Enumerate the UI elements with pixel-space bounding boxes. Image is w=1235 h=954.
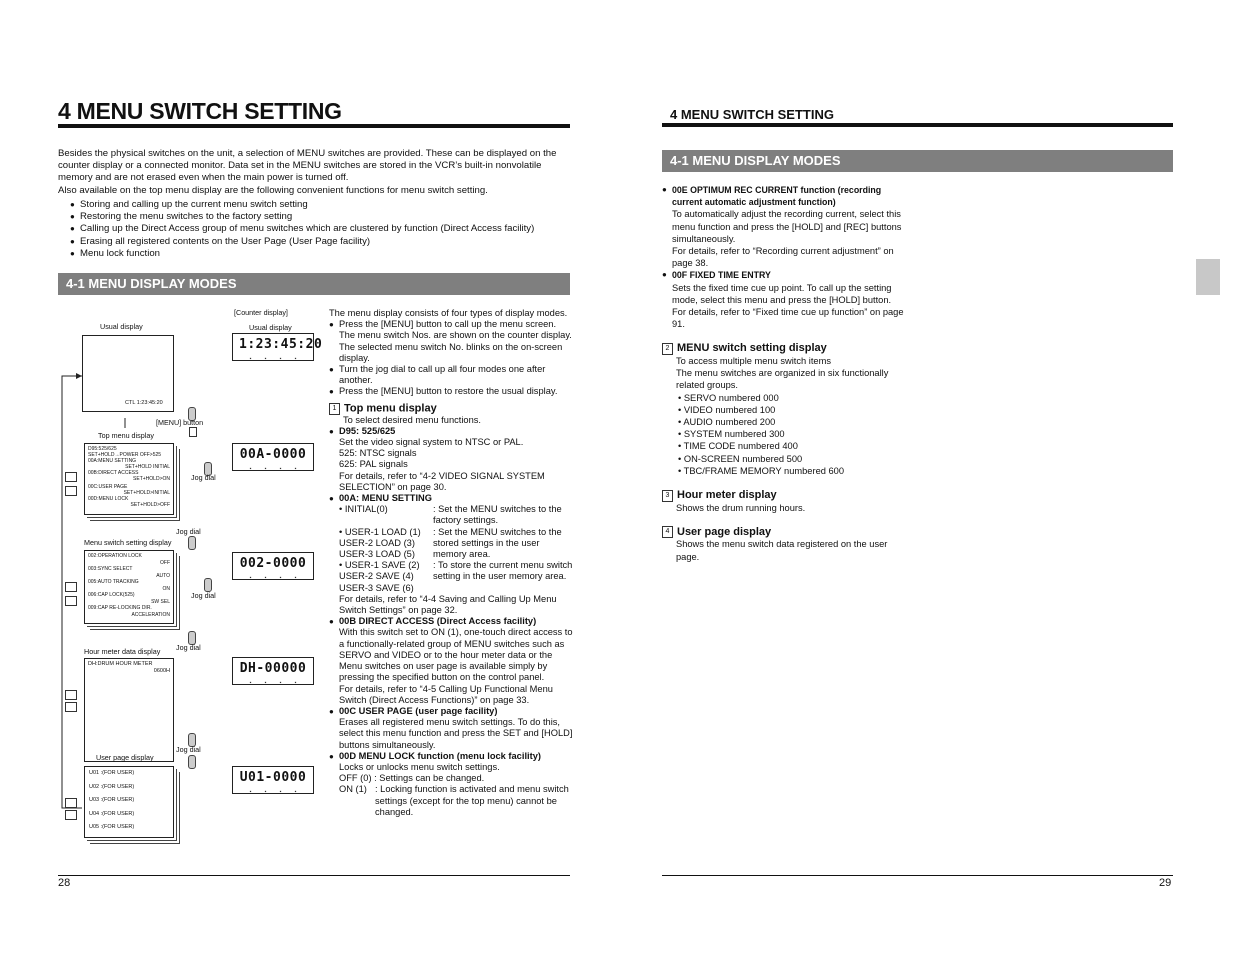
usual-display-label-2: Usual display — [249, 323, 292, 332]
item-text: To access multiple menu switch items — [676, 355, 832, 366]
menu-line: SET+HOLD>INITIAL — [123, 490, 170, 496]
section-bar-left: 4-1 MENU DISPLAY MODES — [58, 273, 570, 295]
menu-line: OFF — [160, 559, 170, 566]
item-line: 525: NTSC signals — [339, 448, 417, 459]
jog-dial-icon — [204, 578, 212, 592]
top-menu-desc: To select desired menu functions. — [343, 414, 481, 425]
menu-line: 003:SYNC SELECT — [88, 566, 133, 572]
menu-line: 009:CAP RE-LOCKING DIR. — [88, 605, 152, 611]
lcd-value: DH-00000 — [239, 661, 307, 676]
item-title: 00B DIRECT ACCESS (Direct Access facility) — [339, 616, 537, 627]
list-item: • TIME CODE numbered 400 — [678, 441, 798, 452]
heading-text: Top menu display — [344, 402, 437, 415]
lcd-value: 002-0000 — [239, 556, 307, 571]
ctl-readout: CTL 1:23:45:20 — [125, 400, 163, 406]
heading-text: MENU switch setting display — [677, 342, 827, 355]
item-title: 00D MENU LOCK function (menu lock facility) — [339, 750, 541, 761]
running-header: 4 MENU SWITCH SETTING — [670, 107, 834, 122]
menu-icon — [65, 472, 77, 482]
item-title: 00F FIXED TIME ENTRY — [672, 270, 771, 281]
item-text: With this switch set to ON (1), one-touch direct access to a functionally-related group of MENU switches such as SERVO and VIDEO or to the hour meter data or the Menu switches on user page is available simply by pressing the specified button on the control panel. — [339, 627, 573, 683]
menu-line: SET+HOLD→POWER OFF>525 — [88, 452, 162, 458]
footer-rule-left — [58, 875, 570, 876]
lcd-menu-switch: 002-0000 ▪ ▪ ▪ ▪ — [232, 552, 314, 580]
hour-meter-screen — [84, 658, 174, 762]
footer-rule-right — [662, 875, 1173, 876]
top-menu-heading — [329, 403, 573, 415]
jog-dial-label: Jog dial — [191, 473, 216, 482]
item-text: Locks or unlocks menu switch settings. — [339, 761, 500, 772]
top-menu-label: Top menu display — [98, 431, 154, 440]
user-page-desc: Shows the menu switch data registered on the user page. — [676, 539, 888, 562]
list-item: ● Turn the jog dial to call up all four modes one after another. — [329, 364, 573, 386]
item-text: To automatically adjust the recording current, select this menu function and press the [HOLD] and [REC] buttons simultaneously. — [672, 209, 902, 244]
list-item: • ON-SCREEN numbered 500 — [678, 453, 803, 464]
menu-line: SW SEL — [151, 598, 170, 605]
middle-bullets — [329, 319, 573, 397]
menu-line: ACCELERATION — [131, 611, 170, 618]
list-item — [329, 616, 573, 706]
menu-icon — [65, 798, 77, 808]
list-item — [329, 706, 573, 751]
list-item: ● Press the [MENU] button to restore the usual display. — [329, 386, 573, 397]
list-item: • SYSTEM numbered 300 — [678, 429, 785, 440]
list-item: ● Menu lock function — [70, 248, 570, 260]
setting-row: • USER-1 SAVE (2) USER-2 SAVE (4) USER-3 SAVE (6) : To store the current menu switch setting in the user memory area. — [339, 560, 573, 593]
menu-switch-screen — [84, 550, 174, 624]
menu-line: SET+HOLD INITIAL — [125, 464, 170, 470]
jog-dial-label: Jog dial — [176, 527, 201, 536]
display-icon — [65, 702, 77, 712]
menu-line: U01 :(FOR USER) — [89, 770, 135, 776]
right-text-column — [662, 184, 906, 563]
menu-line: AUTO — [156, 572, 170, 579]
middle-intro: The menu display consists of four types of display modes. — [329, 308, 568, 318]
list-item: • VIDEO numbered 100 — [678, 404, 776, 415]
list-item — [662, 269, 906, 330]
list-item: ● Press the [MENU] button to call up the menu screen. The menu switch Nos. are shown on the counter display. The selected menu switch No. blinks on the on-screen display. — [329, 319, 573, 364]
menu-line: U05 :(FOR USER) — [89, 824, 135, 830]
user-page-heading — [662, 526, 906, 539]
lcd-hour-meter: DH-00000 ▪ ▪ ▪ ▪ — [232, 657, 314, 685]
lcd-user-page: U01-0000 ▪ ▪ ▪ ▪ — [232, 766, 314, 794]
hour-meter-heading — [662, 489, 906, 502]
menu-switch-heading — [662, 342, 906, 355]
list-item — [329, 751, 573, 818]
menu-switch-label: Menu switch setting display — [84, 538, 172, 547]
heading-text: Hour meter display — [677, 489, 777, 502]
lcd-value: 00A-0000 — [239, 447, 307, 462]
header-rule — [662, 123, 1173, 127]
item-ref: For details, refer to “Recording current adjustment” on page 38. — [672, 246, 894, 269]
jog-dial-icon — [188, 536, 196, 550]
menu-icon — [65, 582, 77, 592]
jog-dial-icon — [188, 755, 196, 769]
item-ref: For details, refer to “4-5 Calling Up Functional Menu Switch (Direct Access Functions)” on page 33. — [339, 683, 553, 705]
list-item: ● Calling up the Direct Access group of menu switches which are clustered by function (Direct Access facility) — [70, 223, 570, 235]
feature-list — [70, 199, 570, 260]
heading-number: 3 — [662, 490, 673, 502]
intro-text-2: Also available on the top menu display are the following convenient functions for menu switch setting. — [58, 184, 488, 196]
setting-row: ON (1) : Locking function is activated and menu switch settings (except for the top menu) cannot be changed. — [339, 784, 569, 817]
item-text: Sets the fixed time cue up point. To call up the setting mode, select this menu and press the [HOLD] button. For details, refer to “Fixed time cue up function” on page 91. — [672, 282, 904, 330]
display-icon — [65, 486, 77, 496]
jog-dial-label: Jog dial — [191, 591, 216, 600]
middle-text-column — [329, 308, 573, 818]
menu-line: DH:DRUM HOUR METER — [88, 661, 153, 667]
menu-line: 00D:MENU LOCK — [88, 496, 129, 502]
list-item: • TBC/FRAME MEMORY numbered 600 — [678, 465, 845, 476]
heading-number: 4 — [662, 526, 673, 538]
lcd-top-menu: 00A-0000 ▪ ▪ ▪ ▪ — [232, 443, 314, 471]
item-text: Erases all registered menu switch settings. To do this, select this menu function and press the SET and [HOLD] buttons simultaneously. — [339, 717, 573, 750]
lcd-value: U01-0000 — [239, 770, 307, 785]
intro-paragraph — [58, 148, 573, 197]
menu-line: 00C:USER PAGE — [88, 484, 128, 490]
list-item: ● Restoring the menu switches to the factory setting — [70, 211, 570, 223]
menu-icon — [65, 690, 77, 700]
menu-line: SET+HOLD>ON — [133, 476, 170, 482]
intro-text: Besides the physical switches on the unit, a selection of MENU switches are provided. These can be displayed on the counter display or a connected monitor. Data set in the MENU switches are stored in the VCR’s built-in nonvolatile memory and are not erased even when the main power is turned off. — [58, 148, 557, 184]
list-item: ● Storing and calling up the current menu switch setting — [70, 199, 570, 211]
menu-button-small-icon — [189, 427, 197, 437]
item-title: 00E OPTIMUM REC CURRENT function (recording current automatic adjustment function) — [672, 185, 882, 208]
item-line: For details, refer to “4-2 VIDEO SIGNAL SYSTEM SELECTION” on page 30. — [339, 470, 545, 492]
menu-line: SET+HOLD>OFF — [130, 502, 170, 508]
item-line: 625: PAL signals — [339, 459, 408, 470]
list-item: • SERVO numbered 000 — [678, 392, 779, 403]
list-item — [662, 184, 906, 269]
menu-line: 006:CAP LOCK(525) — [88, 592, 135, 598]
menu-switch-desc — [662, 355, 906, 477]
menu-line: ON — [162, 585, 170, 592]
list-item — [329, 493, 573, 616]
item-line: Set the video signal system to NTSC or PAL. — [339, 437, 524, 448]
menu-line: 002:OPERATION LOCK — [88, 553, 142, 559]
jog-dial-label: Jog dial — [176, 745, 201, 754]
user-page-screen — [84, 766, 174, 838]
menu-line: U04 :(FOR USER) — [89, 810, 135, 817]
menu-line: U02 :(FOR USER) — [89, 783, 135, 790]
menu-line: 00A:MENU SETTING — [88, 458, 137, 464]
menu-line: 00B:DIRECT ACCESS — [88, 470, 139, 476]
counter-display-label: [Counter display] — [234, 308, 288, 317]
page-number-right: 29 — [1159, 877, 1172, 889]
menu-line: U03 :(FOR USER) — [89, 797, 135, 803]
display-icon — [65, 596, 77, 606]
lcd-usual: 1:23:45:20 ▪ ▪ ▪ ▪ — [232, 333, 314, 361]
item-ref: For details, refer to “4-4 Saving and Calling Up Menu Switch Settings” on page 32. — [339, 593, 557, 616]
hour-meter-label: Hour meter data display — [84, 647, 161, 656]
item-line: OFF (0) : Settings can be changed. — [339, 773, 485, 784]
menu-button-label: [MENU] button — [156, 418, 204, 427]
item-text: The menu switches are organized in six functionally related groups. — [676, 368, 889, 391]
page-number-left: 28 — [58, 877, 71, 889]
menu-line: D95:525/625 — [88, 446, 117, 452]
top-menu-screen — [84, 443, 174, 515]
heading-number: 2 — [662, 343, 673, 355]
heading-number: 1 — [329, 403, 340, 415]
usual-screen — [82, 335, 174, 412]
section-bar-right: 4-1 MENU DISPLAY MODES — [662, 150, 1173, 172]
menu-line: 005:AUTO TRACKING — [88, 579, 139, 585]
item-title: 00C USER PAGE (user page facility) — [339, 705, 498, 716]
setting-row: • USER-1 LOAD (1) USER-2 LOAD (3) USER-3 LOAD (5) : Set the MENU switches to the stored settings in the user memory area. — [339, 526, 562, 560]
page-title: 4 MENU SWITCH SETTING — [58, 98, 342, 124]
display-icon — [65, 810, 77, 820]
item-title: D95: 525/625 — [339, 425, 396, 436]
item-title: 00A: MENU SETTING — [339, 493, 432, 504]
list-item: • AUDIO numbered 200 — [678, 417, 776, 427]
menu-flow-diagram — [58, 300, 323, 860]
user-page-label: User page display — [96, 753, 154, 762]
usual-display-label: Usual display — [100, 322, 143, 331]
lcd-value: 1:23:45:20 — [239, 337, 323, 352]
list-item: ● Erasing all registered contents on the User Page (User Page facility) — [70, 236, 570, 248]
chapter-tab — [1196, 259, 1220, 295]
heading-text: User page display — [677, 525, 772, 538]
jog-dial-label: Jog dial — [176, 643, 201, 652]
setting-row: • INITIAL(0) : Set the MENU switches to the factory settings. — [339, 504, 562, 526]
hour-meter-desc: Shows the drum running hours. — [676, 502, 806, 513]
list-item — [329, 426, 573, 493]
group-list — [676, 392, 906, 477]
menu-line: 0600H — [153, 668, 170, 674]
title-rule — [58, 124, 570, 128]
